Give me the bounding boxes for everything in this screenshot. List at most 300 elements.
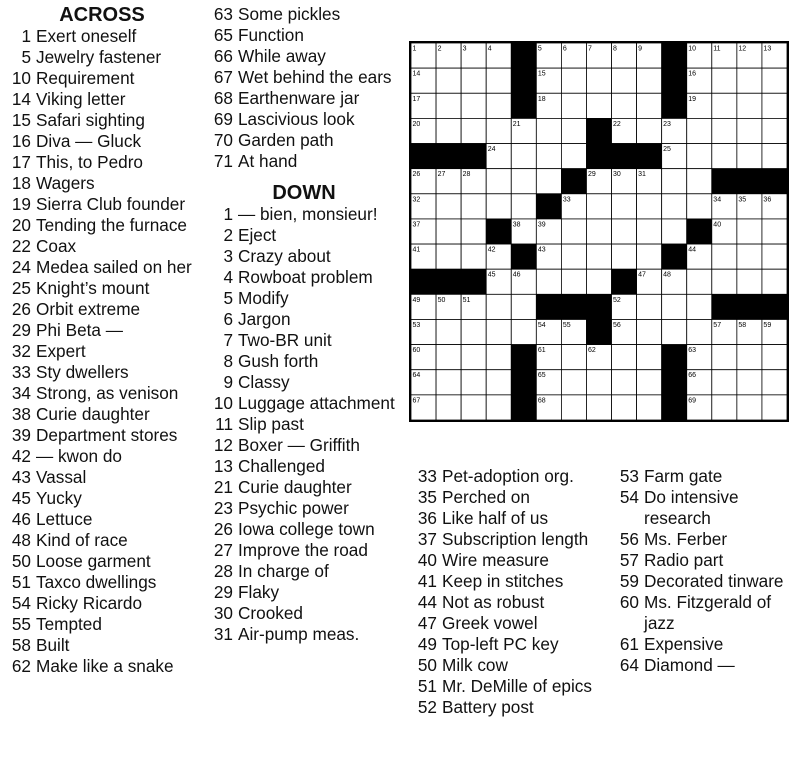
grid-cell[interactable] [561,244,586,269]
grid-cell[interactable] [737,244,762,269]
cell-number: 35 [738,196,747,204]
clue-number: 25 [11,278,31,298]
across-clue[interactable] [206,109,402,130]
grid-cell[interactable] [612,219,637,244]
down-clue[interactable] [206,225,402,246]
clue-text: Requirement [36,68,135,88]
grid-cell[interactable] [436,118,461,143]
grid-cell[interactable] [762,269,787,294]
grid-cell[interactable] [461,244,486,269]
grid-cell[interactable] [461,93,486,118]
grid-cell[interactable] [586,269,611,294]
grid-cell[interactable] [561,144,586,169]
clue-number: 36 [417,508,437,528]
across-clue[interactable] [4,215,200,236]
grid-cell[interactable] [612,395,637,420]
down-clue[interactable] [206,561,402,582]
grid-cell[interactable] [762,244,787,269]
grid-cell[interactable] [536,118,561,143]
cell-number: 9 [638,45,643,53]
crossword-grid-svg[interactable] [411,43,787,420]
down-clue[interactable] [410,466,606,487]
grid-cell[interactable] [461,395,486,420]
clue-text: Subscription length [442,529,589,549]
grid-cell[interactable] [436,93,461,118]
clue-text: Garden path [238,130,334,150]
down-clue[interactable] [612,571,798,592]
across-clue[interactable] [206,88,402,109]
clue-text: Wet behind the ears [238,67,392,87]
down-clue[interactable] [206,351,402,372]
down-clue[interactable] [410,655,606,676]
grid-cell[interactable] [637,294,662,319]
grid-cell[interactable] [687,194,712,219]
down-heading: DOWN [272,182,336,204]
across-clue[interactable] [4,320,200,341]
down-clue[interactable] [410,571,606,592]
across-clue[interactable] [206,151,402,172]
grid-cell[interactable] [486,319,511,344]
down-clue[interactable] [206,393,402,414]
down-clues-column-4 [612,466,798,676]
cell-number: 55 [562,321,571,329]
across-clue[interactable] [4,362,200,383]
across-clue[interactable] [4,383,200,404]
down-clue[interactable] [206,267,402,288]
grid-cell[interactable] [637,345,662,370]
cell-number: 8 [613,45,617,53]
grid-cell[interactable] [637,194,662,219]
grid-cell[interactable] [762,118,787,143]
cell-number: 58 [738,321,747,329]
grid-cell[interactable] [737,219,762,244]
grid-cell[interactable] [561,395,586,420]
clue-number: 18 [11,173,31,193]
across-clue[interactable] [4,26,200,47]
grid-cell[interactable] [436,370,461,395]
grid-cell[interactable] [737,370,762,395]
grid-block [511,43,536,68]
grid-cell[interactable] [486,345,511,370]
grid-block [662,93,687,118]
grid-block [536,294,561,319]
grid-cell[interactable] [461,194,486,219]
clue-number: 41 [417,571,437,591]
grid-cell[interactable] [612,345,637,370]
across-clue[interactable] [4,89,200,110]
clue-number: 45 [11,488,31,508]
cell-number: 33 [562,196,571,204]
down-clue[interactable] [612,550,798,571]
clue-number: 46 [11,509,31,529]
grid-cell[interactable] [561,219,586,244]
grid-cell[interactable] [586,93,611,118]
clue-number: 39 [11,425,31,445]
cell-number: 18 [537,95,546,103]
across-clue[interactable] [4,68,200,89]
down-clue[interactable] [612,592,798,634]
across-clue[interactable] [4,341,200,362]
clue-number: 40 [417,550,437,570]
across-clue[interactable] [4,467,200,488]
grid-cell[interactable] [762,219,787,244]
grid-cell[interactable] [612,244,637,269]
grid-cell[interactable] [712,68,737,93]
down-clue[interactable] [410,487,606,508]
grid-cell[interactable] [536,169,561,194]
grid-cell[interactable] [662,319,687,344]
grid-cell[interactable] [637,118,662,143]
clue-text: Ms. Fitzgerald of jazz [644,592,772,633]
down-clue[interactable] [410,550,606,571]
down-clue[interactable] [206,309,402,330]
grid-cell[interactable] [436,345,461,370]
grid-cell[interactable] [461,319,486,344]
across-heading: ACROSS [59,4,145,26]
cell-number: 13 [763,45,772,53]
across-clue[interactable] [206,130,402,151]
across-clue[interactable] [4,656,200,677]
grid-cell[interactable] [612,370,637,395]
across-clue[interactable] [4,152,200,173]
grid-cell[interactable] [511,319,536,344]
down-clue[interactable] [206,246,402,267]
cell-number: 37 [412,221,421,229]
grid-cell[interactable] [737,93,762,118]
grid-cell[interactable] [486,68,511,93]
clue-text: Built [36,635,70,655]
grid-cell[interactable] [737,345,762,370]
grid-cell[interactable] [662,294,687,319]
down-clue[interactable] [206,456,402,477]
down-clue[interactable] [410,697,606,718]
clue-text: Some pickles [238,4,341,24]
grid-cell[interactable] [586,370,611,395]
down-clue[interactable] [612,634,798,655]
cell-number: 11 [713,45,721,53]
clue-text: Like half of us [442,508,549,528]
across-clue[interactable] [4,425,200,446]
cell-number: 57 [713,321,722,329]
across-clue[interactable] [4,278,200,299]
grid-cell[interactable] [436,194,461,219]
across-clue[interactable] [4,551,200,572]
grid-cell[interactable] [637,219,662,244]
down-clue[interactable] [612,529,798,550]
grid-cell[interactable] [712,144,737,169]
grid-cell[interactable] [762,345,787,370]
grid-block [536,194,561,219]
grid-block [637,144,662,169]
grid-block [712,294,737,319]
cell-number: 14 [412,70,421,78]
grid-cell[interactable] [612,68,637,93]
grid-cell[interactable] [737,68,762,93]
grid-cell[interactable] [561,93,586,118]
across-clue[interactable] [206,4,402,25]
grid-cell[interactable] [486,395,511,420]
clue-number: 21 [213,477,233,497]
clue-number: 48 [11,530,31,550]
grid-cell[interactable] [637,244,662,269]
down-clue[interactable] [206,603,402,624]
clue-number: 6 [223,309,233,329]
down-clue[interactable] [410,529,606,550]
grid-cell[interactable] [637,370,662,395]
clue-text: Not as robust [442,592,545,612]
clue-number: 54 [619,487,639,507]
grid-block [762,169,787,194]
clue-number: 66 [213,46,233,66]
clue-number: 52 [417,697,437,717]
across-clue[interactable] [4,509,200,530]
grid-cell[interactable] [586,68,611,93]
grid-cell[interactable] [586,219,611,244]
down-clue[interactable] [206,624,402,645]
grid-cell[interactable] [662,194,687,219]
down-clue[interactable] [206,288,402,309]
cell-number: 30 [613,171,621,179]
grid-cell[interactable] [737,269,762,294]
down-clue[interactable] [206,582,402,603]
across-clue[interactable] [4,110,200,131]
across-clue[interactable] [4,530,200,551]
grid-cell[interactable] [486,370,511,395]
grid-block [461,269,486,294]
down-clue[interactable] [410,613,606,634]
clue-number: 44 [417,592,437,612]
grid-cell[interactable] [712,244,737,269]
across-clue[interactable] [206,46,402,67]
cell-number: 64 [412,372,421,380]
grid-cell[interactable] [561,345,586,370]
clue-number: 9 [223,372,233,392]
grid-cell[interactable] [511,294,536,319]
clue-text: Sierra Club founder [36,194,186,214]
clue-text: Diva — Gluck [36,131,142,151]
grid-cell[interactable] [561,370,586,395]
across-clue[interactable] [4,173,200,194]
cell-number: 54 [537,321,546,329]
crossword-grid[interactable] [409,41,789,422]
clue-number: 13 [213,456,233,476]
clue-text: Taxco dwellings [36,572,157,592]
grid-cell[interactable] [461,219,486,244]
grid-cell[interactable] [687,269,712,294]
grid-cell[interactable] [762,93,787,118]
across-clue[interactable] [4,446,200,467]
down-clue[interactable] [206,372,402,393]
clue-number: 29 [213,582,233,602]
grid-cell[interactable] [612,93,637,118]
grid-cell[interactable] [436,319,461,344]
clue-number: 37 [417,529,437,549]
across-clue[interactable] [4,488,200,509]
clue-number: 1 [223,204,233,224]
across-clue[interactable] [206,25,402,46]
grid-cell[interactable] [612,194,637,219]
across-clue[interactable] [206,67,402,88]
grid-cell[interactable] [436,68,461,93]
grid-cell[interactable] [586,194,611,219]
clue-text: Expert [36,341,86,361]
grid-cell[interactable] [461,370,486,395]
grid-cell[interactable] [662,169,687,194]
grid-block [511,370,536,395]
grid-block [511,244,536,269]
grid-cell[interactable] [687,118,712,143]
across-clue[interactable] [4,614,200,635]
grid-cell[interactable] [461,345,486,370]
grid-cell[interactable] [762,68,787,93]
grid-block [712,169,737,194]
down-clue[interactable] [410,592,606,613]
cell-number: 45 [487,271,496,279]
clue-text: Earthenware jar [238,88,360,108]
across-clue[interactable] [4,404,200,425]
down-clue[interactable] [206,540,402,561]
cell-number: 2 [437,45,442,53]
grid-cell[interactable] [486,93,511,118]
grid-cell[interactable] [737,118,762,143]
grid-cell[interactable] [536,144,561,169]
clue-text: Viking letter [36,89,126,109]
clue-text: Sty dwellers [36,362,129,382]
clue-number: 14 [11,89,31,109]
grid-cell[interactable] [586,395,611,420]
grid-cell[interactable] [687,169,712,194]
clue-text: Pet-adoption org. [442,466,574,486]
clue-text: Curie daughter [238,477,352,497]
grid-cell[interactable] [511,194,536,219]
across-clue[interactable] [4,299,200,320]
down-clue[interactable] [612,655,798,676]
grid-cell[interactable] [461,118,486,143]
grid-cell[interactable] [737,395,762,420]
clue-text: Knight’s mount [36,278,150,298]
grid-block [737,169,762,194]
down-clue[interactable] [206,204,402,225]
grid-cell[interactable] [486,169,511,194]
clue-number: 10 [213,393,233,413]
grid-cell[interactable] [712,345,737,370]
grid-cell[interactable] [561,68,586,93]
grid-cell[interactable] [712,118,737,143]
clue-text: Safari sighting [36,110,145,130]
clue-text: Iowa college town [238,519,375,539]
clue-number: 3 [223,246,233,266]
clue-number: 64 [619,655,639,675]
cell-number: 16 [688,70,697,78]
grid-cell[interactable] [436,244,461,269]
grid-cell[interactable] [561,118,586,143]
cell-number: 50 [437,296,446,304]
grid-block [662,68,687,93]
across-clue[interactable] [4,593,200,614]
across-clue[interactable] [4,47,200,68]
grid-cell[interactable] [486,194,511,219]
grid-cell[interactable] [762,370,787,395]
down-clue[interactable] [410,634,606,655]
across-clue[interactable] [4,131,200,152]
grid-cell[interactable] [762,395,787,420]
across-clue[interactable] [4,236,200,257]
down-clue[interactable] [410,508,606,529]
down-clue[interactable] [206,414,402,435]
down-clue[interactable] [206,519,402,540]
clue-number: 42 [11,446,31,466]
cell-number: 46 [512,271,521,279]
grid-cell[interactable] [637,68,662,93]
grid-cell[interactable] [637,319,662,344]
grid-block [561,294,586,319]
clue-text: Make like a snake [36,656,174,676]
cell-number: 56 [613,321,621,329]
grid-cell[interactable] [511,169,536,194]
clue-text: Lettuce [36,509,93,529]
grid-block [687,219,712,244]
grid-cell[interactable] [737,144,762,169]
grid-cell[interactable] [712,370,737,395]
clue-text: Eject [238,225,277,245]
grid-block [762,294,787,319]
grid-cell[interactable] [712,269,737,294]
grid-cell[interactable] [637,93,662,118]
grid-cell[interactable] [687,144,712,169]
across-clue[interactable] [4,635,200,656]
cell-number: 43 [537,246,546,254]
clue-text: While away [238,46,326,66]
grid-cell[interactable] [687,319,712,344]
down-clue[interactable] [410,676,606,697]
grid-cell[interactable] [637,395,662,420]
grid-cell[interactable] [436,395,461,420]
down-clue[interactable] [612,466,798,487]
grid-cell[interactable] [461,68,486,93]
across-clue[interactable] [4,194,200,215]
down-clue[interactable] [206,498,402,519]
grid-cell[interactable] [536,269,561,294]
grid-cell[interactable] [511,144,536,169]
across-clue[interactable] [4,572,200,593]
grid-cell[interactable] [687,294,712,319]
clue-text: Boxer — Griffith [238,435,360,455]
cell-number: 52 [613,296,621,304]
across-clue[interactable] [4,257,200,278]
grid-cell[interactable] [662,219,687,244]
grid-cell[interactable] [712,93,737,118]
clue-text: Expensive [644,634,724,654]
cell-number: 32 [412,196,421,204]
grid-cell[interactable] [436,219,461,244]
grid-cell[interactable] [561,269,586,294]
grid-cell[interactable] [486,118,511,143]
clue-number: 23 [213,498,233,518]
grid-block [662,395,687,420]
cell-number: 15 [537,70,546,78]
grid-block [662,345,687,370]
down-clue[interactable] [206,330,402,351]
down-clue[interactable] [206,477,402,498]
grid-cell[interactable] [586,244,611,269]
clue-text: — bien, monsieur! [238,204,378,224]
down-clue[interactable] [612,487,798,529]
grid-cell[interactable] [712,395,737,420]
cell-number: 20 [412,120,421,128]
grid-cell[interactable] [486,294,511,319]
grid-cell[interactable] [762,144,787,169]
down-clue[interactable] [206,435,402,456]
